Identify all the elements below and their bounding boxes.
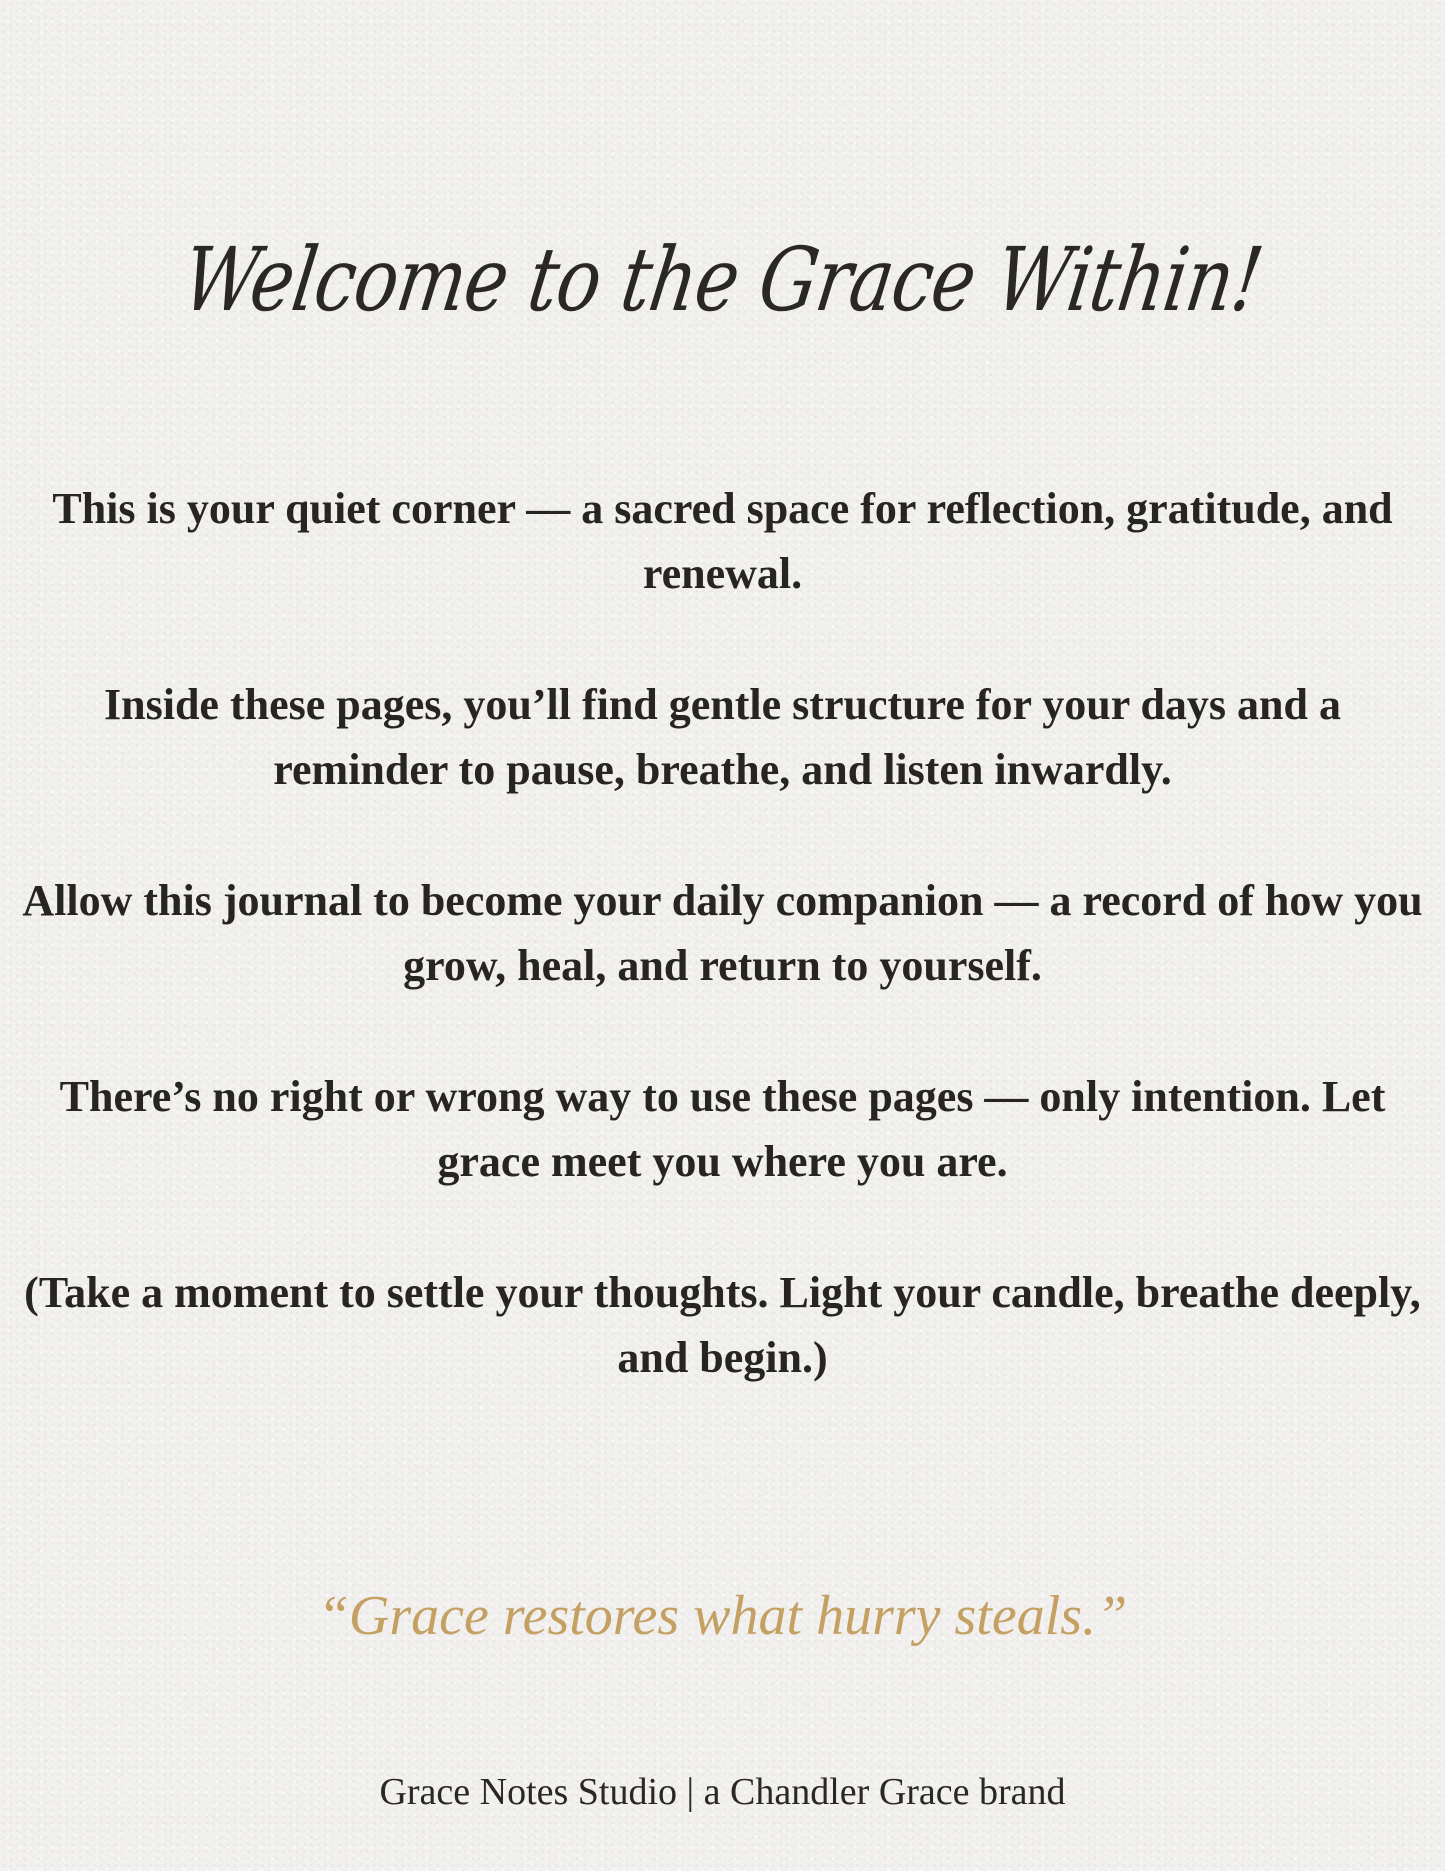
quote: “Grace restores what hurry steals.” — [317, 1585, 1128, 1647]
paragraph-begin: (Take a moment to settle your thoughts. Light your candle, breathe deeply, and begin.) — [24, 1268, 1421, 1382]
paragraph-companion: Allow this journal to become your daily companion — a record of how you grow, heal, and return to yourself. — [22, 876, 1423, 990]
paragraph-intro: This is your quiet corner — a sacred space for reflection, gratitude, and renewal. — [52, 484, 1393, 598]
paragraph-structure: Inside these pages, you’ll find gentle structure for your days and a reminder to pause, breathe, and listen inwardly. — [104, 680, 1341, 794]
footer-brand: Grace Notes Studio | a Chandler Grace brand — [379, 1771, 1066, 1813]
page-title: Welcome to the Grace Within! — [176, 227, 1269, 331]
body-text — [0, 476, 1445, 1456]
paragraph-intention: There’s no right or wrong way to use these pages — only intention. Let grace meet you where you are. — [59, 1072, 1386, 1186]
